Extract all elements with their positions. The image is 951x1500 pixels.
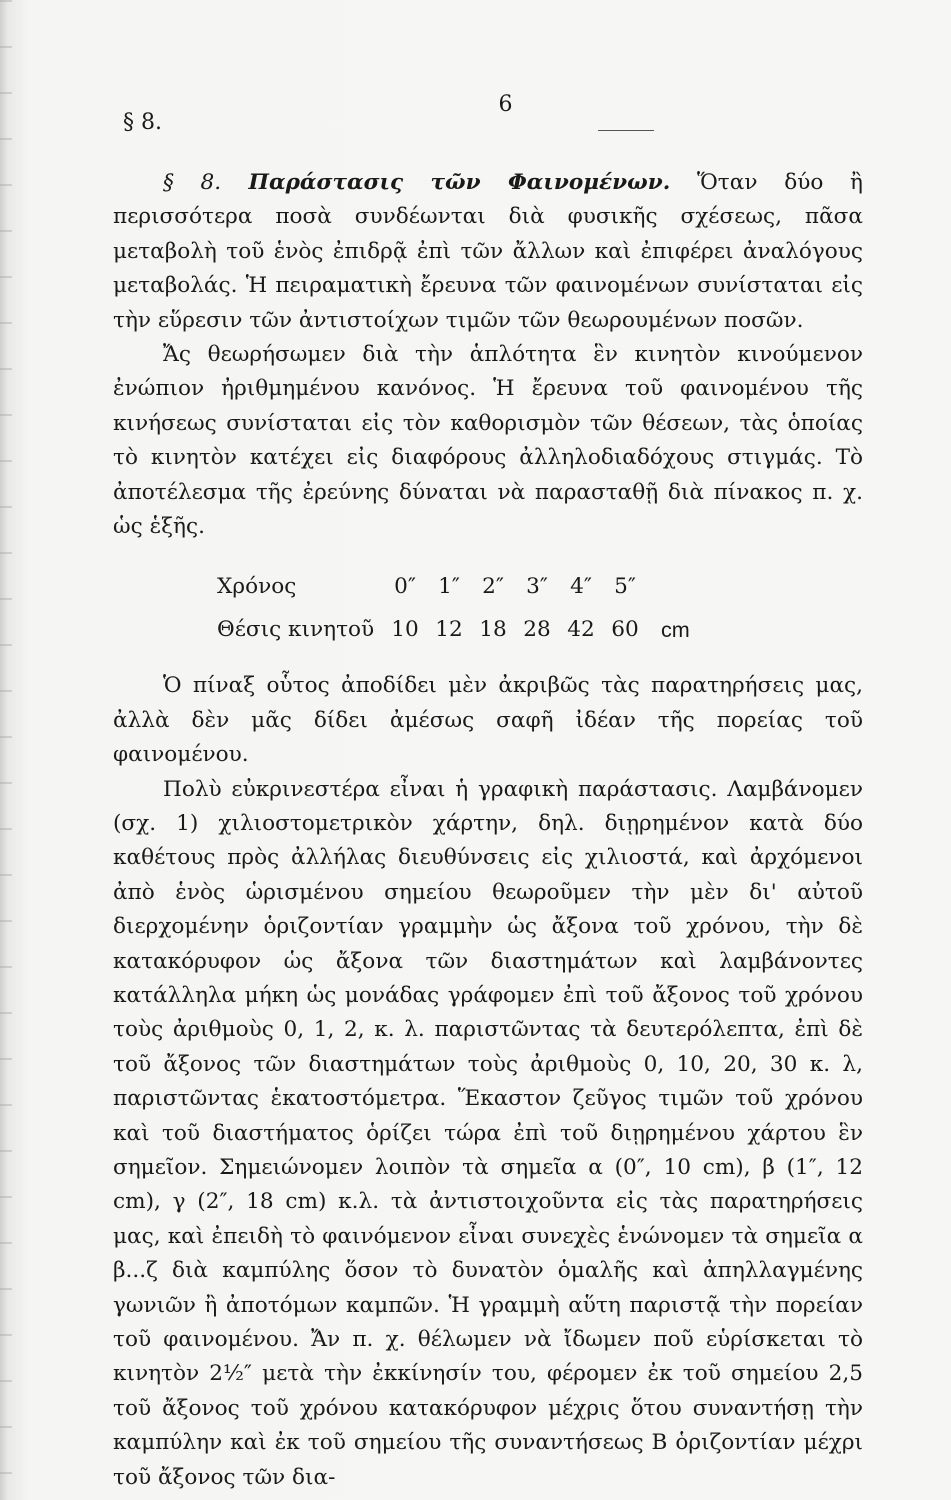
observation-table xyxy=(217,566,690,651)
header-rule xyxy=(598,130,654,131)
table-cell: 10 xyxy=(391,616,419,642)
table-cell: 18 xyxy=(479,616,507,642)
running-section-mark: § 8. xyxy=(123,110,162,135)
section-title: Παράστασις τῶν Φαινομένων. xyxy=(248,170,671,195)
binding-edge xyxy=(0,0,12,1500)
table-cell: 28 xyxy=(523,616,551,642)
table-cell: 5″ xyxy=(614,574,636,600)
paragraph-intro-text: Ὅταν δύο ἢ περισσότερα ποσὰ συνδέωνται διὰ φυσικῆς σχέσεως, πᾶσα μεταβολὴ τοῦ ἑνὸς ἐπιδρᾷ ἐπὶ τῶν ἄλλων καὶ ἐπιφέρει ἀναλόγους μεταβολάς. Ἡ πειραματικὴ ἔρευνα τῶν φαινομένων συνίσταται εἰς τὴν εὕρεσιν τῶν ἀντιστοίχων τιμῶν τῶν θεωρουμένων ποσῶν. xyxy=(113,170,863,333)
paragraph-graphic: Πολὺ εὐκρινεστέρα εἶναι ἡ γραφικὴ παράστασις. Λαμβάνομεν (σχ. 1) χιλιοστομετρικὸν χάρτην, δηλ. διῃρημένον κατὰ δύο καθέτους πρὸς ἀλλήλας διευθύνσεις εἰς χιλιοστά, καὶ ἀρχόμενοι ἀπὸ ἑνὸς ὡρισμένου σημείου θεωροῦμεν τὴν μὲν δι' αὐτοῦ διερχομένην ὁριζοντίαν γραμμὴν ὡς ἄξονα τοῦ χρόνου, τὴν δὲ κατακόρυφον ὡς ἄξονα τῶν διαστημάτων καὶ λαμβάνοντες κατάλληλα μήκη ὡς μονάδας γράφομεν ἐπὶ τοῦ ἄξονος τοῦ χρόνου τοὺς ἀριθμοὺς 0, 1, 2, κ. λ. παριστῶντας τὰ δευτερόλεπτα, ἐπὶ δὲ τοῦ ἄξονος τῶν διαστημάτων τοὺς ἀριθμοὺς 0, 10, 20, 30 κ. λ, παριστῶντας ἑκατοστόμετρα. Ἕκαστον ζεῦγος τιμῶν τοῦ χρόνου καὶ τοῦ διαστήματος ὁρίζει τώρα ἐπὶ τοῦ διῃρημένου χάρτου ἓν σημεῖον. Σημειώνομεν λοιπὸν τὰ σημεῖα α (0″, 10 cm), β (1″, 12 cm), γ (2″, 18 cm) κ.λ. τὰ ἀντιστοιχοῦντα εἰς τὰς παρατηρήσεις μας, καὶ ἐπειδὴ τὸ φαινόμενον εἶναι συνεχὲς ἑνώνομεν τὰ σημεῖα α β...ζ διὰ καμπύλης ὅσον τὸ δυνατὸν ὁμαλῆς καὶ ἀπηλλαγμένης γωνιῶν ἢ ἀποτόμων καμπῶν. Ἡ γραμμὴ αὕτη παριστᾷ τὴν πορείαν τοῦ φαινομένου. Ἄν π. χ. θέλωμεν νὰ ἴδωμεν ποῦ εὑρίσκεται τὸ κινητὸν 2½″ μετὰ τὴν ἐκκίνησίν του, φέρομεν ἐκ τοῦ σημείου 2,5 τοῦ ἄξονος τοῦ χρόνου κατακόρυφον μέχρις ὅτου συναντήσῃ τὴν καμπύλην καὶ ἐκ τοῦ σημείου τῆς συναντήσεως Β ὁριζοντίαν μέχρι τοῦ ἄξονος τῶν δια- xyxy=(113,776,863,1490)
paragraph-motion: Ἄς θεωρήσωμεν διὰ τὴν ἁπλότητα ἓν κινητὸν κινούμενον ἐνώπιον ἠριθμημένου κανόνος. Ἡ ἔρευνα τοῦ φαινομένου τῆς κινήσεως συνίσταται εἰς τὸν καθορισμὸν τῶν θέσεων, τὰς ὁποίας τὸ κινητὸν κατέχει εἰς διαφόρους ἀλληλοδιαδόχους στιγμάς. Τὸ ἀποτέλεσμα τῆς ἐρεύνης δύναται νὰ παρασταθῇ διὰ πίνακος π. χ. ὡς ἑξῆς. xyxy=(113,342,863,540)
page-body xyxy=(113,166,863,1495)
paragraph-table-remark: Ὁ πίναξ οὗτος ἀποδίδει μὲν ἀκριβῶς τὰς παρατηρήσεις μας, ἀλλὰ δὲν μᾶς δίδει ἀμέσως σαφῆ ἰδέαν τῆς πορείας τοῦ φαινομένου. xyxy=(113,673,863,768)
table-cell: 1″ xyxy=(438,574,460,600)
table-row-label: Θέσις κινητοῦ xyxy=(217,616,375,642)
table-row-label: Χρόνος xyxy=(217,574,297,600)
table-cell: 2″ xyxy=(482,574,504,600)
table-row-time xyxy=(217,566,690,608)
paragraph-intro xyxy=(113,166,863,338)
table-row-position xyxy=(217,609,690,651)
section-heading xyxy=(163,170,670,195)
table-unit: cm xyxy=(661,616,690,642)
table-cell: 12 xyxy=(435,616,463,642)
table-cell: 60 xyxy=(611,616,639,642)
table-cell: 0″ xyxy=(394,574,416,600)
table-cell: 3″ xyxy=(526,574,548,600)
section-number: § 8. xyxy=(163,170,222,195)
page-number: 6 xyxy=(498,92,514,117)
running-head xyxy=(123,92,853,136)
table-cell: 42 xyxy=(567,616,595,642)
table-cell: 4″ xyxy=(570,574,592,600)
